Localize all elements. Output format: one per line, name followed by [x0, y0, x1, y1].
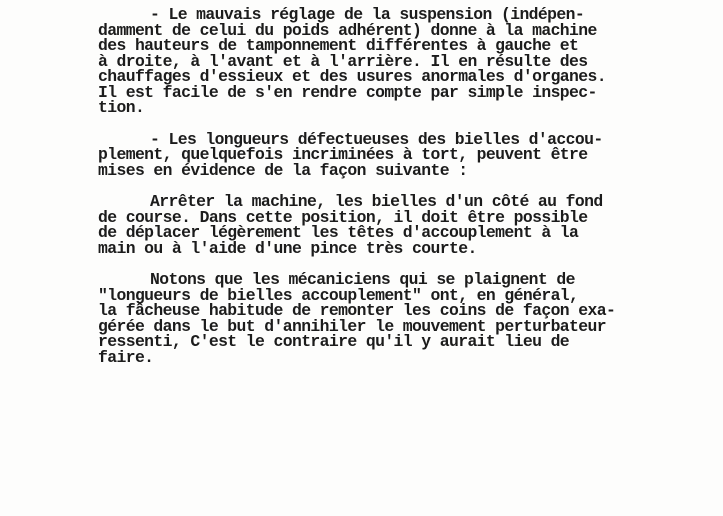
- text-line: Notons que les mécaniciens qui se plaignent de: [150, 270, 575, 289]
- text-line: de course. Dans cette position, il doit être possible: [98, 207, 588, 227]
- paragraph-suspension: [98, 7, 710, 116]
- text-line: "longueurs de bielles accouplement" ont, en général,: [98, 285, 579, 305]
- text-line: Il est facile de s'en rendre compte par simple inspec-: [98, 82, 597, 102]
- paragraph-notons: [98, 272, 710, 365]
- paragraph-arreter: [98, 194, 710, 256]
- text-line: chauffages d'essieux et des usures anormales d'organes.: [98, 67, 606, 86]
- text-line: Arrêter la machine, les bielles d'un côté au fond: [150, 192, 603, 211]
- text-line: de déplacer légèrement les têtes d'accouplement à la: [98, 223, 579, 242]
- text-line: des hauteurs de tamponnement différentes à gauche et: [98, 36, 579, 55]
- paragraph-longueurs: [98, 129, 710, 180]
- text-line: la fâcheuse habitude de remonter les coins de façon exa-: [98, 301, 616, 320]
- text-line: plement, quelquefois incriminées à tort, peuvent être: [98, 145, 588, 164]
- text-line: - Les longueurs défectueuses des bielles d'accou-: [150, 129, 603, 149]
- text-line: ressenti, C'est le contraire qu'il y aurait lieu de: [98, 332, 570, 351]
- document-body: [98, 7, 710, 365]
- text-line: mises en évidence de la façon suivante :: [98, 160, 468, 180]
- text-line: gérée dans le but d'annihiler le mouvement perturbateur: [98, 316, 606, 336]
- text-line: faire.: [98, 347, 154, 367]
- text-line: - Le mauvais réglage de la suspension (indépen-: [150, 5, 585, 24]
- text-line: damment de celui du poids adhérent) donne à la machine: [98, 20, 597, 40]
- text-line: à droite, à l'avant et à l'arrière. Il en résulte des: [98, 51, 588, 71]
- text-line: tion.: [98, 98, 145, 117]
- text-line: main ou à l'aide d'une pince très courte.: [98, 238, 477, 258]
